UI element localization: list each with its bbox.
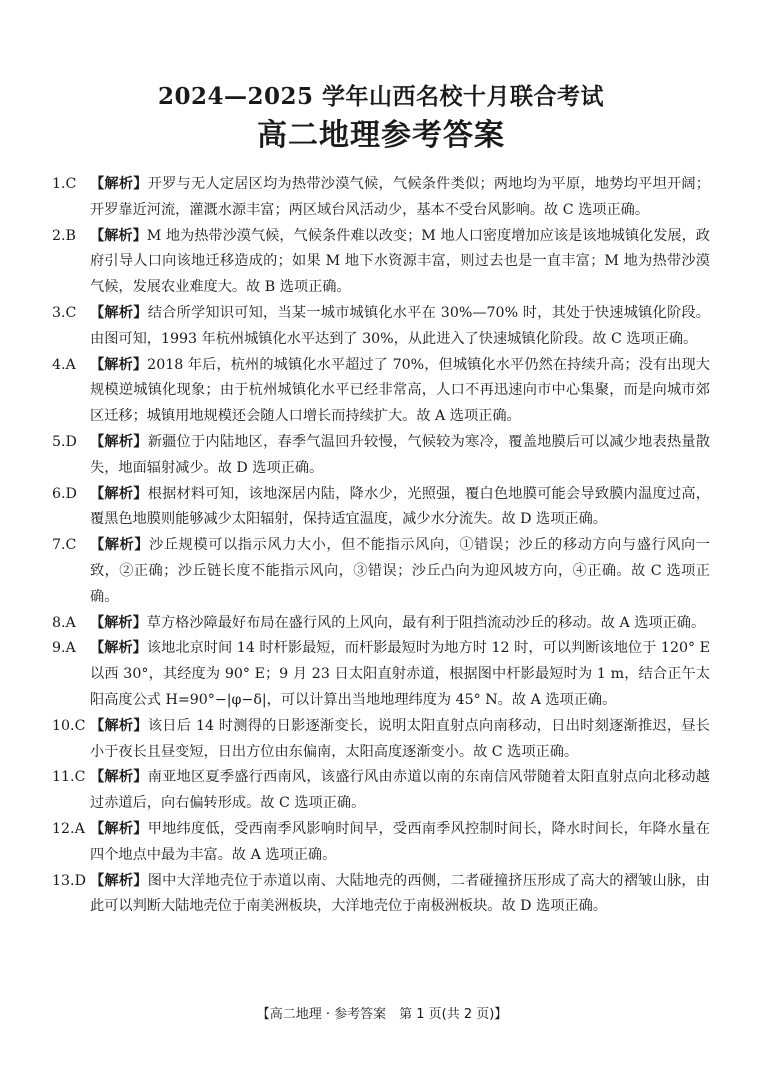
answer-item <box>52 224 710 301</box>
analysis-tag: 【解析】 <box>90 769 148 786</box>
analysis-text: 图中大洋地壳位于赤道以南、大陆地壳的西侧，二者碰撞挤压形成了高大的褶皱山脉，由此可以判断大陆地壳位于南美洲板块，大洋地壳位于南极洲板块。故 D 选项正确。 <box>90 872 710 915</box>
analysis-text: 新疆位于内陆地区，春季气温回升较慢，气候较为寒冷，覆盖地膜后可以减少地表热量散失，地面辐射减少。故 D 选项正确。 <box>90 433 710 476</box>
answer-number: 9.A <box>52 640 76 657</box>
analysis-text: 南亚地区夏季盛行西南风，该盛行风由赤道以南的东南信风带随着太阳直射点向北移动越过赤道后，向右偏转形成。故 C 选项正确。 <box>90 769 710 812</box>
answer-number: 10.C <box>52 717 86 734</box>
answer-item <box>52 869 710 921</box>
answer-explanation <box>90 817 710 869</box>
answer-explanation <box>90 430 710 482</box>
analysis-tag: 【解析】 <box>90 872 148 889</box>
answer-number: 13.D <box>52 872 86 889</box>
analysis-tag: 【解析】 <box>90 820 148 837</box>
analysis-text: M 地为热带沙漠气候，气候条件难以改变；M 地人口密度增加应该是该地城镇化发展，政府引导人口向该地迁移造成的；如果 M 地下水资源丰富，则过去也是一直丰富；M 地为热带沙漠气候，发展农业难度大。故 B 选项正确。 <box>90 227 710 296</box>
answer-number: 1.C <box>52 176 77 192</box>
answer-item <box>52 172 710 224</box>
analysis-text: 该地北京时间 14 时杆影最短，而杆影最短时为地方时 12 时，可以判断该地位于 120° E 以西 30°，其经度为 90° E；9 月 23 日太阳直射赤道，根据图中杆影最短时为 1 m，结合正午太阳高度公式 H=90°−|φ−δ|，可以计算出当地地理纬度为 45° N。故 A 选项正确。 <box>90 640 710 708</box>
answer-list <box>52 172 710 920</box>
analysis-tag: 【解析】 <box>90 537 150 554</box>
analysis-text: 甲地纬度低，受西南季风影响时间早，受西南季风控制时间长，降水时间长，年降水量在四个地点中最为丰富。故 A 选项正确。 <box>90 820 710 863</box>
answer-explanation <box>90 172 710 224</box>
answer-explanation <box>90 636 710 713</box>
exam-title: 2024—2025 学年山西名校十月联合考试 <box>157 83 605 110</box>
answer-item <box>52 611 710 637</box>
answer-number: 3.C <box>52 304 77 321</box>
answer-item <box>52 430 710 482</box>
answer-item <box>52 353 710 430</box>
answer-number: 5.D <box>52 433 77 450</box>
answer-number: 11.C <box>52 769 86 786</box>
answer-explanation <box>90 482 710 534</box>
answer-item <box>52 817 710 869</box>
analysis-text: 根据材料可知，该地深居内陆，降水少，光照强，覆白色地膜可能会导致膜内温度过高，覆黑色地膜则能够减少太阳辐射，保持适宜温度，减少水分流失。故 D 选项正确。 <box>90 485 710 528</box>
analysis-tag: 【解析】 <box>90 176 148 192</box>
page-footer: 【高二地理 · 参考答案 第 1 页(共 2 页)】 <box>256 1007 508 1022</box>
analysis-tag: 【解析】 <box>90 717 148 734</box>
answer-explanation <box>90 353 710 430</box>
analysis-text: 2018 年后，杭州的城镇化水平超过了 70%，但城镇化水平仍然在持续升高；没有出现大规模逆城镇化现象；由于杭州城镇化水平已经非常高，人口不再迅速向市中心集聚，而是向城市郊区迁移；城镇用地规模还会随人口增长而持续扩大。故 A 选项正确。 <box>90 356 710 425</box>
answer-key-title: 高二地理参考答案 <box>257 118 505 153</box>
analysis-text: 该日后 14 时测得的日影逐渐变长，说明太阳直射点向南移动，日出时刻逐渐推迟，昼长小于夜长且昼变短，日出方位由东偏南，太阳高度逐渐变小。故 C 选项正确。 <box>90 717 710 760</box>
answer-number: 6.D <box>52 485 77 502</box>
answer-item <box>52 301 710 353</box>
answer-explanation <box>90 714 710 766</box>
answer-item <box>52 533 710 610</box>
answer-explanation <box>90 301 710 353</box>
analysis-tag: 【解析】 <box>90 227 147 244</box>
answer-explanation <box>90 765 710 817</box>
analysis-tag: 【解析】 <box>90 433 148 450</box>
answer-number: 12.A <box>52 820 85 837</box>
answer-item <box>52 636 710 713</box>
answer-number: 2.B <box>52 227 76 244</box>
analysis-tag: 【解析】 <box>90 614 147 631</box>
answer-explanation <box>90 869 710 921</box>
answer-number: 4.A <box>52 356 76 373</box>
answer-explanation <box>90 533 710 610</box>
analysis-tag: 【解析】 <box>90 640 147 657</box>
analysis-tag: 【解析】 <box>90 356 148 373</box>
analysis-text: 结合所学知识可知，当某一城市城镇化水平在 30%—70% 时，其处于快速城镇化阶段。由图可知，1993 年杭州城镇化水平达到了 30%，从此进入了快速城镇化阶段。故 C 选项正确。 <box>90 304 710 347</box>
answer-explanation <box>90 611 710 637</box>
analysis-text: 草方格沙障最好布局在盛行风的上风向，最有利于阻挡流动沙丘的移动。故 A 选项正确。 <box>146 614 706 631</box>
answer-explanation <box>90 224 710 301</box>
answer-item <box>52 482 710 534</box>
answer-item <box>52 765 710 817</box>
analysis-tag: 【解析】 <box>90 304 148 321</box>
answer-item <box>52 714 710 766</box>
analysis-text: 开罗与无人定居区均为热带沙漠气候，气候条件类似；两地均为平原，地势均平坦开阔；开罗靠近河流，灌溉水源丰富；两区域台风活动少，基本不受台风影响。故 C 选项正确。 <box>90 176 710 218</box>
answer-number: 8.A <box>52 614 76 631</box>
answer-number: 7.C <box>52 537 77 554</box>
analysis-text: 沙丘规模可以指示风力大小，但不能指示风向，①错误；沙丘的移动方向与盛行风向一致，②正确；沙丘链长度不能指示风向，③错误；沙丘凸向为迎风坡方向，④正确。故 C 选项正确。 <box>90 537 710 605</box>
analysis-tag: 【解析】 <box>90 485 148 502</box>
